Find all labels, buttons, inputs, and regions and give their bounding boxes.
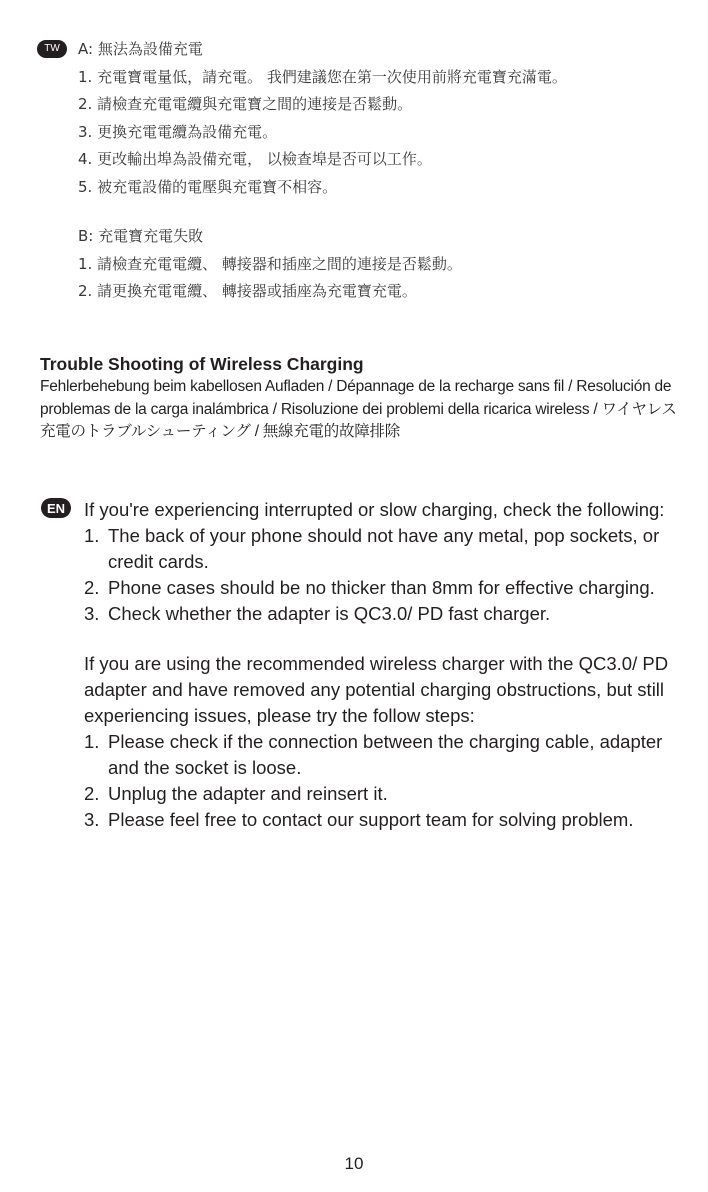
en-step-number: 3.	[84, 809, 100, 830]
tw-section-a-item: 2. 請檢查充電電纜與充電寶之間的連接是否鬆動。	[78, 95, 413, 113]
en-step-item	[84, 729, 684, 781]
tw-section-b-item: 1. 請檢查充電電纜、 轉接器和插座之間的連接是否鬆動。	[78, 254, 462, 273]
tw-section-a-item: 5. 被充電設備的電壓與充電寶不相容。	[78, 177, 338, 196]
en-checklist-text: Phone cases should be no thicker than 8mm for effective charging.	[108, 577, 655, 598]
tw-section-gap	[78, 201, 567, 223]
tw-section-a-item: 3. 更換充電電纜為設備充電。	[78, 122, 278, 141]
en-checklist-item	[84, 575, 684, 601]
tw-section-a-item: 4. 更改輸出埠為設備充電， 以檢查埠是否可以工作。	[78, 150, 432, 168]
en-language-badge: EN	[41, 498, 71, 518]
troubleshooting-subtitle: Fehlerbehebung beim kabellosen Aufladen / Dépannage de la recharge sans fil / Resolución de problemas de la carga inalámbrica / Risoluzione dei problemi della ricarica wireless / ワイヤレス充電のトラブルシューティング / 無線充電的故障排除	[40, 378, 677, 440]
en-checklist-number: 3.	[84, 603, 100, 624]
en-section	[84, 497, 684, 833]
en-step-number: 2.	[84, 783, 100, 804]
en-checklist-item	[84, 523, 684, 575]
tw-section-b-item: 2. 請更換充電電纜、 轉接器或插座為充電寶充電。	[78, 282, 417, 300]
en-step-text: Please check if the connection between the charging cable, adapter and the socket is loose.	[108, 731, 663, 778]
en-steps	[84, 729, 684, 833]
en-step-number: 1.	[84, 731, 100, 752]
en-intro: If you're experiencing interrupted or slow charging, check the following:	[84, 499, 665, 520]
en-paragraph: If you are using the recommended wireless charger with the QC3.0/ PD adapter and have removed any potential charging obstructions, but still experiencing issues, please try the follow steps:	[84, 653, 669, 726]
troubleshooting-title: Trouble Shooting of Wireless Charging	[40, 354, 364, 374]
troubleshooting-heading	[40, 352, 680, 444]
tw-language-badge: TW	[37, 40, 67, 58]
en-checklist	[84, 523, 684, 627]
en-step-item	[84, 781, 684, 807]
page-number: 10	[344, 1154, 364, 1173]
en-step-text: Unplug the adapter and reinsert it.	[108, 783, 388, 804]
en-checklist-number: 1.	[84, 525, 100, 546]
en-checklist-text: The back of your phone should not have any metal, pop sockets, or credit cards.	[108, 525, 660, 572]
en-step-item	[84, 807, 684, 833]
en-checklist-number: 2.	[84, 577, 100, 598]
tw-section-b-heading: B: 充電寶充電失敗	[78, 227, 204, 245]
en-step-text: Please feel free to contact our support team for solving problem.	[108, 809, 634, 830]
tw-section-a-heading: A: 無法為設備充電	[78, 40, 203, 58]
en-checklist-item	[84, 601, 684, 627]
en-gap	[84, 627, 684, 651]
tw-section-a-item: 1. 充電寶電量低，請充電。 我們建議您在第一次使用前將充電寶充滿電。	[78, 67, 567, 86]
en-checklist-text: Check whether the adapter is QC3.0/ PD fast charger.	[108, 603, 551, 624]
tw-section	[78, 36, 567, 306]
